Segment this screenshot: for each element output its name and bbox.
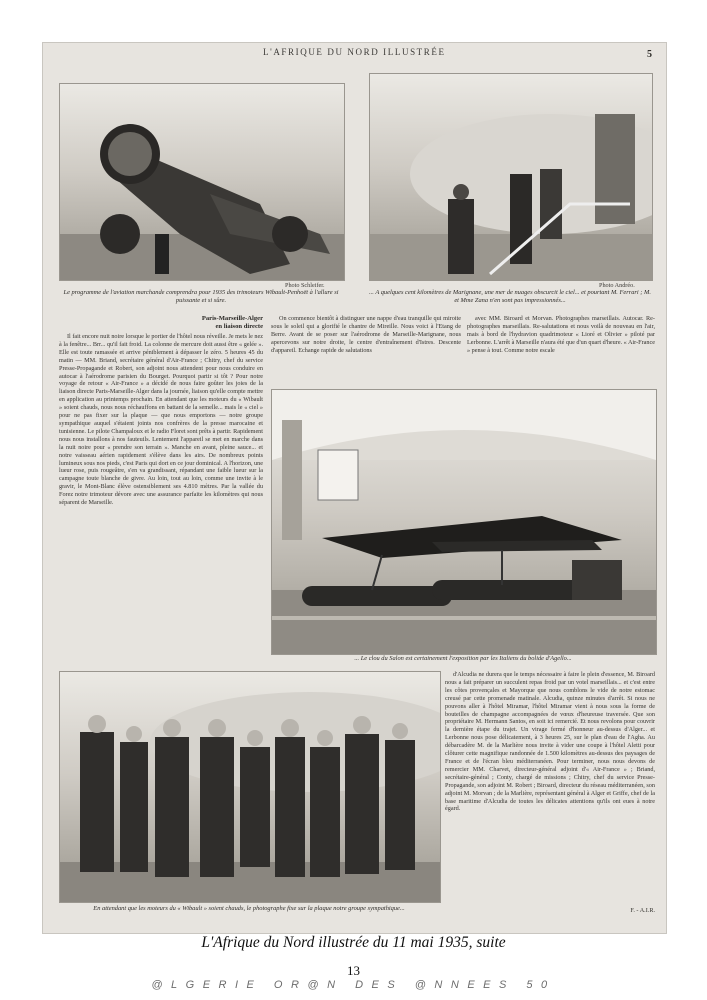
article-column-3-text: avec MM. Biroard et Morvan. Photographes marseillais. Autocar. Re-photographes marseillais. Re-salutations et nous voilà de nouveau en l'air, mais à bord de l'hydravion quadrimoteur « Lioré et Olivier » piloté par Lerbonne. L'arrêt à Marseille n'aura été que d'un quart d'heure. « Air-France » pense à tout. Comme notre escale: [467, 315, 655, 354]
caption-trimotor-aircraft: Le programme de l'aviation marchande comprendra pour 1935 des trimoteurs Wibault-Penhoët à l'allure si puissante et si sûre.: [63, 289, 339, 304]
scanned-magazine-page: [42, 42, 667, 934]
photo-credit-andreo: Photo Andréo.: [599, 282, 635, 289]
photo-passengers-boarding: [369, 73, 653, 281]
magazine-page-number: 5: [647, 49, 652, 60]
article-heading-line1: Paris-Marseille-Alger: [201, 315, 263, 322]
article-column-1: [59, 333, 263, 683]
article-column-4: [445, 671, 655, 903]
caption-passengers-boarding: ... A quelques cent kilomètres de Marignane, une mer de nuages obscurcit le ciel... et pourtant M. Ferrari ; M. et Mme Zana n'en sont pas impressionnés...: [369, 289, 651, 304]
article-signature: F. - A.I.R.: [630, 907, 655, 914]
photo-credit-schleifer: Photo Schleifer.: [285, 282, 325, 289]
photo-racing-seaplane: [271, 389, 657, 655]
article-column-2: [271, 315, 461, 379]
article-column-4-text: d'Alcudia ne durera que le temps nécessaire à faire le plein d'essence, M. Biroard nous a fait préparer un succulent repas froid par un votel marseillais... et c'est entre les côtes provençales et Mayorque que nous comblons le vide de notre estomac creusé par cette promenade matinale. Alcudia, quinze minutes d'arrêt. Si nous ne pouvons aller à l'hôtel Miramar, l'hôtel Miramar vient à nous sous la forme de bouteilles de champagne accompagnées de vœux d'heureuse traversée. Que son propriétaire M. Hermann Santos, en soit ici remercié. Et nous revolons pour couvrir la dernière étape du trajet. Un virage fermé d'honneur au-dessus d'Alger... et Lerbonne nous pose délicatement, à 3 heures 25, sur le plan d'eau de l'Agha. Au débarcadère M. de la Marlière nous invite à vider une coupe à l'hôtel Aletti pour clôturer cette magnifique randonnée de 1.500 kilomètres au-dessus des paysages de France et de l'écran bleu méditerranéen. Pour terminer, nous nous devons de remercier MM. Charvet, directeur-général adjoint d'« Air-France » ; Briand, secrétaire-général ; Conty, chargé de missions ; Chitry, chef du service Presse-Propagande, son adjoint M. Robert ; Biroard, directeur du réseau méditerranéen, son adjoint M. Morvan ; de la Marlière, représentant général à Alger et Griffe, chef de la base maritime d'Alcudia de toutes les délicates attentions qu'ils ont eues à notre égard.: [445, 671, 655, 813]
caption-group-portrait: En attendant que les moteurs du « Wibault » soient chauds, le photographe fixe sur la plaque notre groupe sympathique...: [93, 905, 405, 912]
photo-trimotor-aircraft: [59, 83, 345, 281]
caption-racing-seaplane: ... Le clou du Salon est certainement l'exposition par les Italiens du bolide d'Agello...: [354, 655, 572, 662]
article-column-1-text: Il fait encore nuit noire lorsque le portier de l'hôtel nous réveille. Je mets le nez à la fenêtre... Brr... qu'il fait froid. La colonne de mercure doit aussi être « gelée ». Elle est toute ramassée et arrive péniblement à dépasser le zéro. 5 heures 45 du matin — MM. Briand, secrétaire général d'Air-France ; Chitry, chef du service Presse-Propagande et Robert, son adjoint nous attendent pour nous conduire en autocar à l'aérodrome parisien du Bourget. Pourquoi partir si tôt ? Pour notre voyage de retour « Air-France » a décidé de nous faire goûter les joies de la liaison directe Paris-Marseille-Alger dans la journée, liaison qu'elle compte mettre en application au printemps prochain. En attendant que les moteurs du « Wibault » soient chauds, nous nous réchauffons en battant de la semelle... mais le « ciel » pour ne pas fixer sur la plaque — que nous emportons — notre groupe sympathique auquel s'étaient joints nos confrères de la presse marocaine et tunisienne. Le pilote Champaloux et le radio Floret sont prêts à partir. Rapidement nous nous installons à nos fauteuils. Lentement l'appareil se met en marche dans la nuit noire pour « prendre son terrain ». Manche en avant, pleine sauce... et notre vaisseau aérien rapidement s'élève dans les airs. De nombreux points lumineux sous nos pieds, c'est Paris qui dort en ce jour dominical. A l'horizon, une lueur rose, puis rougeâtre, s'en va grandissant, répandant une faible lueur sur la campagne toute blanche de givre. Au loin, tout au loin, comme une invite à le gravir, le Mont-Blanc élève ostensiblement ses 4.810 mètres. Par la vallée du Forez notre trimoteur dévore avec une assurance parfaite les kilomètres qui nous séparent de Marseille.: [59, 333, 263, 507]
footer-page-number: 13: [347, 963, 360, 978]
footer-caption: L'Afrique du Nord illustrée du 11 mai 1935, suite: [201, 934, 506, 951]
article-column-2-text: On commence bientôt à distinguer une nappe d'eau tranquille qui miroite sous le soleil qui a glorifié le chantre de Mireille. Nous voici à l'Etang de Berre. Avant de se poser sur l'aérodrome de Marseille-Marignane, nous apercevons sur notre droite, le centre d'entraînement d'Istres. Descente d'appareil. Echange rapide de salutations: [271, 315, 461, 354]
photo-group-portrait: [59, 671, 441, 903]
footer-site-banner: @LGERIE OR@N DES @NNEES 50: [151, 979, 556, 991]
article-heading: [123, 315, 263, 331]
magazine-header-title: L'AFRIQUE DU NORD ILLUSTRÉE: [263, 47, 446, 57]
article-heading-line2: en liaison directe: [215, 323, 263, 330]
article-column-3: [467, 315, 655, 379]
